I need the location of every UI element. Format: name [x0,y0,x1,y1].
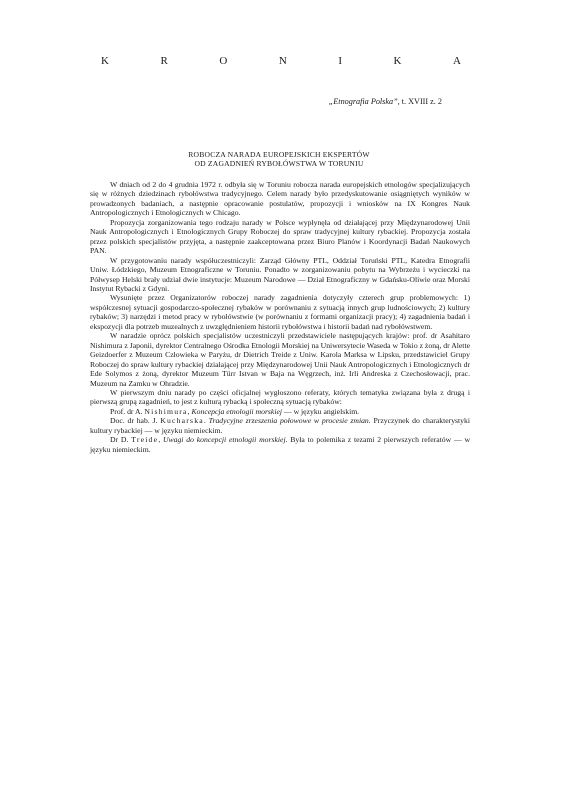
author-prefix: Doc. dr hab. J. [110,416,158,426]
paragraph: Propozycja zorganizowania tego rodzaju narady w Polsce wypłynęła od działającej przy Międzynarodowej Unii Nauk Antropologicznych i Etnologicznych Grupy Roboczej do spraw tradycyjnej kultury rybackiej. Propozycja została przez polskich specjalistów przyjęta, a następnie zaakceptowana przez Biuro Planów i Koordynacji Badań Naukowych PAN. [90,217,470,256]
separator: , [158,435,161,445]
header-letter: I [338,55,342,67]
author-name: Nishimura [144,406,188,416]
paper-reference [90,435,470,454]
section-header-kronika [101,55,461,67]
journal-reference [329,97,442,106]
paper-reference [90,407,470,416]
paper-reference [90,416,470,435]
author-name: Treide [131,435,159,445]
header-letter: K [393,55,402,67]
paragraph: W przygotowaniu narady współuczestniczyli: Zarząd Główny PTL, Oddział Toruński PTL, Katedra Etnografii Uniw. Łódzkiego, Muzeum Etnograficzne w Toruniu. Ponadto w zorganizowaniu pobytu na Wybrzeżu i wycieczki na Półwysep Helski brały udział dwie instytucje: Muzeum Narodowe — Dział Etnograficzny w Gdańsku-Oliwie oraz Morski Instytut Rybacki z Gdyni. [90,255,470,293]
paragraph: W naradzie oprócz polskich specjalistów uczestniczyli przedstawiciele następujących krajów: prof. dr Asahitaro Nishimura z Japonii, dyrektor Centralnego Ośrodka Etnologii Morskiej na Uniwersytecie Waseda w Tokio z żoną, dr Alette Geizdoerfer z Muzeum Człowieka w Paryżu, dr Dietrich Treide z Uniw. Karola Marksa w Lipsku, przedstawiciel Grupy Roboczej do spraw kultury rybackiej działającej przy Międzynarodowej Unii Nauk Antropologicznych i Etnologicznych dr Ede Solymos z żoną, dyrektor Muzeum Türr Istvan w Baja na Węgrzech, inż. Irli Andreska z Czechosłowacji, prac. Muzeum na Zamku w Ohradzie. [90,331,470,388]
header-letter: R [160,55,168,67]
paper-note: — w języku angielskim. [282,406,360,416]
author-prefix: Dr D. [110,435,129,445]
paragraph: Wysunięte przez Organizatorów roboczej narady zagadnienia dotyczyły czterech grup problemowych: 1) współczesnej sytuacji gospodarczo-społecznej rybaków w porównaniu z sytuacją innych grup ludnościowych; 2) kultury rybaków; 3) narzędzi i metod pracy w rybołówstwie (w porównaniu z formami organizacji pracy); 4) zagadnienia badań i ekspozycji dla potrzeb muzealnych z uwzględnieniem historii rybołówstwa i historii badań nad rybołówstwem. [90,293,470,331]
article-title [90,150,468,168]
header-letter: A [453,55,461,67]
article-body [90,180,470,454]
article-title-line: ROBOCZA NARADA EUROPEJSKICH EKSPERTÓW [188,150,370,159]
paper-title: Uwagi do koncepcji etnologii morskiej. [162,435,288,445]
header-letter: O [219,55,228,67]
paper-title: Tradycyjne zrzeszenia połowowe w procesie zmian. [208,416,371,426]
paragraph: W dniach od 2 do 4 grudnia 1972 r. odbyła się w Toruniu robocza narada europejskich etnologów specjalizujących się w różnych dziedzinach rybołówstwa tradycyjnego. Celem narady było przedyskutowanie osiągniętych wyników w prowadzonych badaniach, a następnie opracowanie postulatów, propozycji i wniosków na IX Kongres Nauk Antropologicznych i Etnologicznych w Chicago. [90,180,470,218]
separator: . [203,416,206,426]
article-title-line: OD ZAGADNIEŃ RYBOŁÓWSTWA W TORUNIU [194,159,364,168]
header-letter: K [101,55,109,67]
header-letter: N [278,55,287,67]
author-prefix: Prof. dr A. [110,406,143,416]
journal-title: „Etnografia Polska”, [328,97,400,106]
paper-note: Przyczynek do charakterystyki kultury rybackiej — w języku niemieckim. [90,416,471,435]
paragraph: W pierwszym dniu narady po części oficjalnej wygłoszono referaty, których tematyka związana była z drugą i pierwszą grupą zagadnień, to jest z kulturą rybacką i społeczną sytuacją rybaków: [90,387,470,407]
journal-volume: t. XVIII z. 2 [401,97,442,106]
paper-title: Koncepcja etnologii morskiej [191,406,283,416]
separator: , [187,406,190,416]
author-name: Kucharska [160,416,204,426]
paper-note: Była to polemika z tezami 2 pierwszych referatów — w języku niemieckim. [90,435,471,454]
